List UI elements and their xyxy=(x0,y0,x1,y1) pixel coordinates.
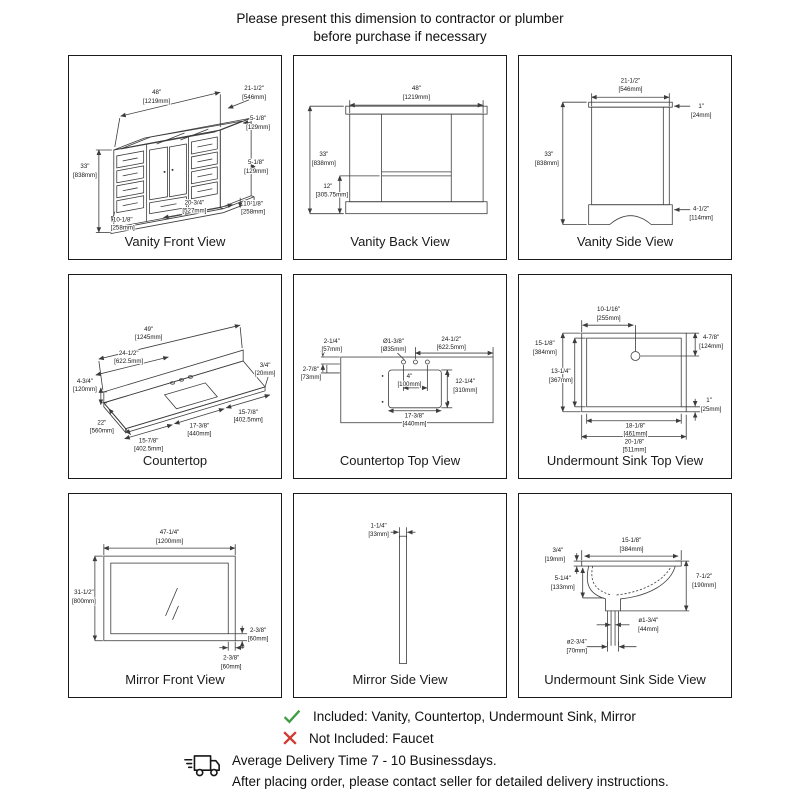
dim-vf-t2-in: 5-1/8" xyxy=(248,159,265,167)
dim-vf-d-in: 21-1/2" xyxy=(244,85,264,93)
dim-ss-d2-in: 7-1/2" xyxy=(696,573,713,581)
dim-ct-f3-mm: [402.5mm] xyxy=(233,417,263,425)
panel-caption: Vanity Side View xyxy=(576,234,674,250)
dim-mf-h-mm: [800mm] xyxy=(71,598,96,606)
dim-mf-w-mm: [1200mm] xyxy=(155,538,184,546)
dim-ss-rim-in: 3/4" xyxy=(552,547,564,555)
countertop-drawing xyxy=(69,275,281,453)
dim-ms-t-mm: [33mm] xyxy=(368,531,389,539)
dim-ss-d1-mm: [133mm] xyxy=(550,584,575,592)
panel-caption: Mirror Front View xyxy=(125,672,225,688)
dim-ct-dp-in: 22" xyxy=(97,420,107,428)
dim-ct-f2-mm: [440mm] xyxy=(187,431,212,439)
dim-st-ow-mm: [511mm] xyxy=(622,447,647,454)
dim-st-ih-in: 13-1/4" xyxy=(550,368,571,376)
dim-st-lip-in: 1" xyxy=(706,397,712,405)
dim-vf-h-in: 33" xyxy=(80,163,90,171)
dim-vf-t1-in: 5-1/8" xyxy=(249,115,267,123)
dim-vf-w-mm: [1219mm] xyxy=(142,98,171,106)
dim-vf-b2-mm: [258mm] xyxy=(110,225,135,233)
header-line1: Please present this dimension to contractor or plumber xyxy=(236,11,564,26)
dim-vf-d-mm: [546mm] xyxy=(242,94,267,102)
dim-st-iw-mm: [461mm] xyxy=(623,431,648,439)
dim-ss-dr1-mm: [44mm] xyxy=(638,626,659,634)
dim-st-dr-mm: [255mm] xyxy=(596,315,621,323)
dim-ss-dr1-in: ø1-3/4" xyxy=(638,617,659,625)
dim-vs-b-in: 4-1/2" xyxy=(693,206,710,214)
panel-vanity-side-view xyxy=(518,55,732,260)
dim-ss-w-mm: [384mm] xyxy=(619,546,644,554)
dim-cv-cd-mm: [310mm] xyxy=(453,387,478,395)
dim-vs-w-in: 21-1/2" xyxy=(620,77,641,85)
dim-ss-dr2-mm: [70mm] xyxy=(566,648,587,656)
dim-ct-f1-in: 15-7/8" xyxy=(138,438,159,446)
panel-caption: Undermount Sink Side View xyxy=(544,672,706,688)
check-icon xyxy=(283,709,301,724)
dim-vs-t-mm: [24mm] xyxy=(690,112,712,120)
dim-vf-b3-mm: [258mm] xyxy=(241,209,266,217)
dim-vb-w-in: 48" xyxy=(411,85,421,93)
panel-vanity-back-view xyxy=(293,55,507,260)
dim-ct-w-in: 49" xyxy=(144,326,154,334)
mirror-front-drawing xyxy=(69,494,281,672)
dim-st-ow-in: 20-1/8" xyxy=(624,439,645,447)
dim-cv-e2-in: 2-7/8" xyxy=(302,366,320,374)
dim-ct-f1-mm: [402.5mm] xyxy=(134,446,164,454)
dim-cv-w2-mm: [622.5mm] xyxy=(436,344,466,352)
dim-ct-w2-in: 24-1/2" xyxy=(118,350,139,358)
dim-st-iw-in: 18-1/8" xyxy=(625,423,646,431)
dim-ss-dr2-in: ø2-3/4" xyxy=(566,639,587,647)
dim-vf-t2-mm: [129mm] xyxy=(244,168,269,176)
dim-ct-bs-in: 4-3/4" xyxy=(76,378,94,386)
dim-ct-th-in: 3/4" xyxy=(259,362,271,370)
header-note xyxy=(0,0,800,46)
dim-st-oh-in: 15-1/8" xyxy=(535,340,555,348)
vanity-front-drawing xyxy=(69,56,281,234)
dim-mf-h-in: 31-1/2" xyxy=(74,589,94,597)
x-icon xyxy=(283,731,297,745)
dim-st-oh-mm: [384mm] xyxy=(532,349,557,357)
panel-countertop-top-view xyxy=(293,274,507,479)
truck-icon xyxy=(184,751,222,778)
dim-vf-b2-in: 10-1/8" xyxy=(112,217,133,225)
dim-ct-w-mm: [1245mm] xyxy=(134,334,163,342)
dim-vb-h-in: 33" xyxy=(319,151,329,159)
included-row xyxy=(283,705,800,727)
dim-cv-hole-mm: [Ø35mm] xyxy=(380,346,407,354)
included-text: Included: Vanity, Countertop, Undermount Sink, Mirror xyxy=(313,708,636,724)
dim-vb-h-mm: [838mm] xyxy=(311,160,336,168)
mirror-side-drawing xyxy=(294,494,506,672)
vanity-side-drawing xyxy=(519,56,731,234)
delivery-line1: Average Delivery Time 7 - 10 Businessdays. xyxy=(232,753,497,769)
dim-cv-hole-in: Ø1-3/8" xyxy=(383,338,405,346)
dim-vb-h2-mm: [305.75mm] xyxy=(315,192,349,200)
dim-ct-w2-mm: [622.5mm] xyxy=(114,358,144,366)
sink-top-drawing xyxy=(519,275,731,453)
dim-ct-f2-in: 17-3/8" xyxy=(189,423,210,431)
header-line2: before purchase if necessary xyxy=(313,29,487,45)
dim-vs-w-mm: [546mm] xyxy=(618,86,643,94)
dim-cv-e1-mm: [57mm] xyxy=(321,346,343,354)
dim-vf-b3-in: 10-1/8" xyxy=(243,201,263,209)
sink-side-drawing xyxy=(519,494,731,672)
countertop-top-drawing xyxy=(294,275,506,453)
panel-mirror-side-view xyxy=(293,493,507,698)
panel-sink-top-view xyxy=(518,274,732,479)
dim-st-dd-in: 4-7/8" xyxy=(702,334,720,342)
not-included-text: Not Included: Faucet xyxy=(309,730,434,746)
dim-vs-t-in: 1" xyxy=(698,103,704,111)
panel-caption: Countertop Top View xyxy=(339,453,461,469)
dim-st-dr-in: 10-1/16" xyxy=(597,306,621,314)
dim-vb-w-mm: [1219mm] xyxy=(402,94,431,102)
delivery-row xyxy=(184,751,800,793)
dim-vf-b1-mm: [527mm] xyxy=(182,208,207,216)
panel-vanity-front-view xyxy=(68,55,282,260)
panel-countertop xyxy=(68,274,282,479)
dim-cv-e2-mm: [73mm] xyxy=(300,374,322,382)
dim-ct-th-mm: [20mm] xyxy=(254,370,276,378)
panel-caption: Mirror Side View xyxy=(352,672,448,688)
dim-vf-h-mm: [838mm] xyxy=(72,172,97,180)
dim-cv-cw-mm: [440mm] xyxy=(402,421,427,429)
delivery-line2: After placing order, please contact seller for detailed delivery instructions. xyxy=(232,774,669,790)
not-included-row xyxy=(283,727,800,749)
dim-mf-f1-mm: [60mm] xyxy=(247,636,269,644)
dim-vs-h-in: 33" xyxy=(544,151,554,159)
dim-st-lip-mm: [25mm] xyxy=(700,406,722,414)
dim-mf-f2-in: 2-3/8" xyxy=(223,655,240,663)
dim-mf-f2-mm: [60mm] xyxy=(220,664,242,672)
dim-st-dd-mm: [124mm] xyxy=(699,343,724,351)
dim-ss-d1-in: 5-1/4" xyxy=(554,575,571,583)
dim-st-ih-mm: [367mm] xyxy=(548,377,573,385)
dim-ss-d2-mm: [190mm] xyxy=(692,582,717,590)
dim-ss-rim-mm: [19mm] xyxy=(544,556,566,564)
dim-ct-f3-in: 15-7/8" xyxy=(238,409,258,417)
dim-vs-b-mm: [114mm] xyxy=(689,215,713,223)
panel-caption: Vanity Front View xyxy=(124,234,226,250)
dim-cv-hs-mm: [100mm] xyxy=(397,381,422,389)
panel-caption: Undermount Sink Top View xyxy=(546,453,704,469)
dim-vs-h-mm: [838mm] xyxy=(534,160,559,168)
footer xyxy=(0,705,800,793)
panel-mirror-front-view xyxy=(68,493,282,698)
dim-vf-t1-mm: [129mm] xyxy=(246,124,271,132)
dim-ct-bs-mm: [120mm] xyxy=(72,386,97,394)
dim-ct-dp-mm: [560mm] xyxy=(89,428,114,436)
panel-caption: Countertop xyxy=(142,453,208,469)
dim-vf-b1-in: 20-3/4" xyxy=(184,200,205,208)
dim-cv-cd-in: 12-1/4" xyxy=(455,378,476,386)
dim-ms-t-in: 1-1/4" xyxy=(370,522,387,530)
dim-cv-w2-in: 24-1/2" xyxy=(441,336,462,344)
dim-mf-f1-in: 2-3/8" xyxy=(249,627,267,635)
vanity-back-drawing xyxy=(294,56,506,234)
dim-cv-cw-in: 17-3/8" xyxy=(404,413,425,421)
dim-cv-e1-in: 2-1/4" xyxy=(323,338,340,346)
dim-cv-hs-in: 4" xyxy=(406,373,413,381)
dim-ss-w-in: 15-1/8" xyxy=(621,537,642,545)
diagram-grid xyxy=(0,55,800,698)
panel-sink-side-view xyxy=(518,493,732,698)
dim-vb-h2-in: 12" xyxy=(323,183,333,191)
dim-mf-w-in: 47-1/4" xyxy=(159,529,180,537)
panel-caption: Vanity Back View xyxy=(350,234,450,250)
dim-vf-w-in: 48" xyxy=(152,89,162,97)
